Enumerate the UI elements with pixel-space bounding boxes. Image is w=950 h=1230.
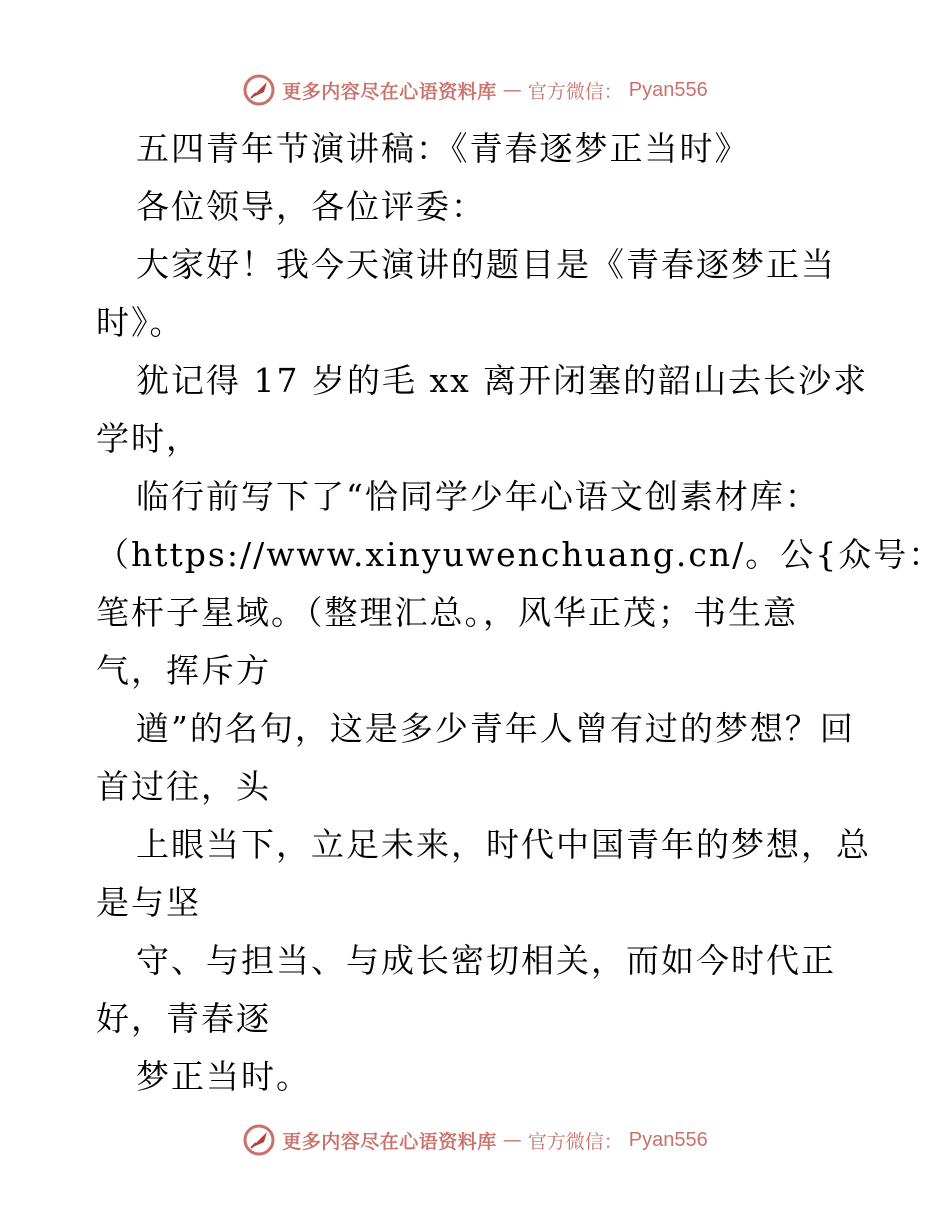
watermark-wechat-id: Pyan556 (628, 1128, 708, 1151)
paragraph-line: 梦正当时。 (136, 1057, 311, 1096)
document-title: 五四青年节演讲稿：《青春逐梦正当时》 (136, 129, 750, 168)
paragraph-line: 气，挥斥方 (96, 651, 271, 690)
document-body (96, 120, 944, 1106)
paragraph-line: 临行前写下了“恰同学少年心语文创素材库： (136, 477, 820, 516)
paragraph-line: 是与坚 (96, 883, 201, 922)
paragraph-line: 时》。 (96, 303, 185, 342)
watermark-slogan: 更多内容尽在心语资料库 (282, 80, 497, 103)
paragraph-line: 好，青春逐 (96, 999, 271, 1038)
quill-logo-icon (242, 1123, 276, 1157)
paragraph-line: 笔杆子星域。（整理汇总。，风华正茂；书生意 (96, 593, 798, 632)
paragraph-line: 犹记得 17 岁的毛 xx 离开闭塞的韶山去长沙求 (136, 361, 869, 400)
header-watermark (0, 70, 950, 110)
quill-logo-icon (242, 73, 276, 107)
paragraph-line: 学时， (96, 419, 201, 458)
watermark-dash: — (502, 1129, 522, 1151)
paragraph-line-url: （https://www.xinyuwenchuang.cn/。公{众号： (96, 535, 944, 574)
watermark-dash: — (502, 79, 522, 101)
salutation: 各位领导，各位评委： (136, 187, 486, 226)
paragraph-line: 遒”的名句，这是多少青年人曾有过的梦想？回 (136, 709, 855, 748)
watermark-official-label: 官方微信： (527, 80, 623, 103)
watermark-official-label: 官方微信： (527, 1130, 623, 1153)
paragraph-line: 大家好！我今天演讲的题目是《青春逐梦正当 (136, 245, 836, 284)
footer-watermark (0, 1120, 950, 1160)
watermark-slogan: 更多内容尽在心语资料库 (282, 1130, 497, 1153)
paragraph-line: 首过往，头 (96, 767, 271, 806)
paragraph-line: 守、与担当、与成长密切相关，而如今时代正 (136, 941, 836, 980)
watermark-wechat-id: Pyan556 (628, 78, 708, 101)
paragraph-line: 上眼当下，立足未来，时代中国青年的梦想，总 (136, 825, 871, 864)
